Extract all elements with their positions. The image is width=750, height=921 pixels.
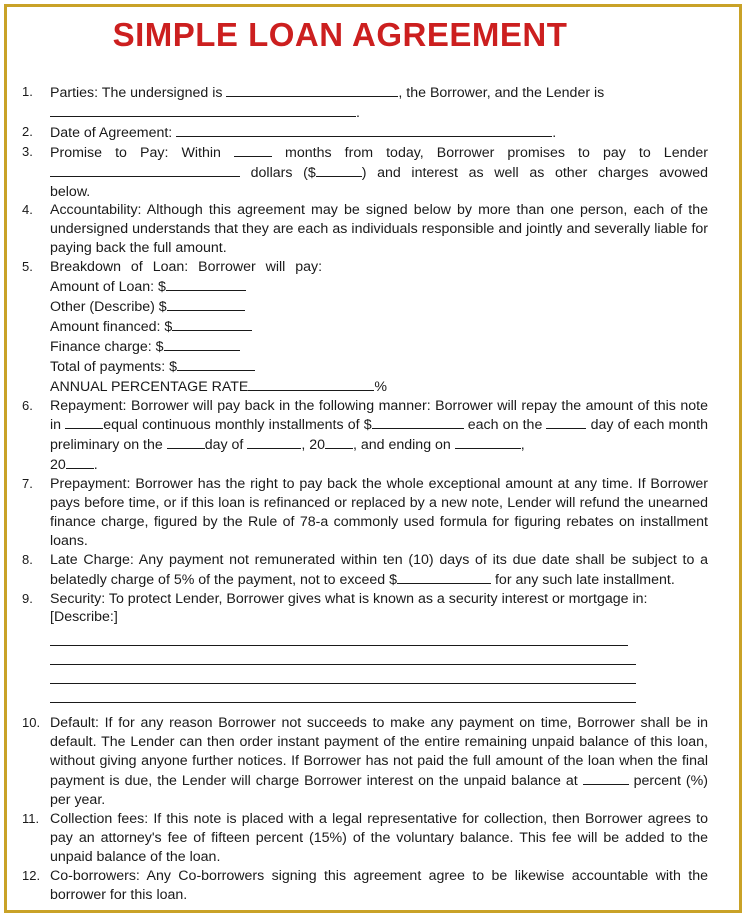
loan-amount-label: Amount of Loan: $ [50,279,166,296]
clause-number: 2. [22,123,33,139]
clause-text: , [520,437,525,454]
total-payments-blank[interactable] [177,357,255,371]
total-payments-label: Total of payments: $ [50,358,177,375]
security-description-line[interactable] [50,665,636,684]
clause-12 [22,867,708,905]
clause-text: , 20 [301,437,325,454]
clause-number: 10. [22,715,41,731]
borrower-name-blank[interactable] [226,83,398,97]
clause-text: Breakdown of Loan: Borrower will pay: [50,259,323,276]
security-description-line[interactable] [50,646,636,665]
clause-text: . [93,457,98,474]
clause-text: Accountability: Although this agreement may be signed below by more than one person, each of the undersigned understands that they are each as individuals responsible and jointly and severally liable for paying back the full amount. [50,202,708,257]
clause-text: Promise to Pay: Within [50,144,234,161]
apr-label: ANNUAL PERCENTAGE RATE [50,378,249,395]
clause-text: Security: To protect Lender, Borrower gives what is known as a security interest or mortgage in: [Describe:] [50,590,648,626]
clause-text: , the Borrower, and the Lender is [398,85,605,101]
start-year-blank[interactable] [325,435,353,449]
clause-number: 8. [22,551,33,567]
other-blank[interactable] [167,297,245,311]
clause-3 [22,143,708,202]
clause-number: 12. [22,867,41,883]
amount-figure-blank[interactable] [316,163,362,177]
loan-amount-blank[interactable] [166,277,246,291]
agreement-clauses [22,83,708,904]
months-blank[interactable] [234,143,272,157]
clause-text: months from today, Borrower promises to pay to Lender [271,144,708,161]
clause-7 [22,475,708,551]
end-year-blank[interactable] [66,455,94,469]
clause-text: Parties: The undersigned is [50,85,227,101]
document-title: SIMPLE LOAN AGREEMENT [112,16,568,53]
clause-text: for any such late installment. [491,571,675,588]
other-label: Other (Describe) $ [50,298,167,315]
clause-text: Repayment: Borrower will pay back in the following manner: Borrower will repay the amount of this note in [50,397,708,434]
clause-9 [22,590,708,704]
clause-text: Default: If for any reason Borrower not succeeds to make any payment on time, Borrower shall be in default. The Lender can then order instant payment of the entire remaining unpaid balance of this loan, without giving anyone further notices. If Borrower has not paid the full amount of the loan when the final payment is due, the Lender will charge Borrower interest on the unpaid balance at [50,715,708,790]
clause-text: dollars ($ [240,164,316,181]
apr-blank[interactable] [248,377,374,391]
clause-number: 5. [22,259,33,275]
clause-text: Collection fees: If this note is placed with a legal representative for collection, then Borrower agrees to pay an attorney's fee of fifteen percent (15%) of the voluntary balance. This fee will be added to the unpaid balance of the loan. [50,810,708,865]
clause-text: Co-borrowers: Any Co-borrowers signing this agreement agree to be likewise accountable with the borrower for this loan. [50,867,708,903]
clause-2 [22,123,708,143]
clause-text: percent (%) per year. [50,773,708,808]
clause-5 [22,258,708,396]
clause-text: 20 [50,457,66,474]
clause-text: . [552,124,557,141]
clause-number: 9. [22,590,33,606]
start-month-blank[interactable] [247,435,301,449]
amount-financed-label: Amount financed: $ [50,318,173,335]
clause-text: day of each month preliminary on the [50,417,708,454]
clause-text: each on the [463,417,547,434]
late-charge-cap-blank[interactable] [397,570,491,584]
percent-sign: % [374,378,388,395]
security-description-line[interactable] [50,684,636,703]
agreement-date-blank[interactable] [176,123,552,137]
interest-rate-blank[interactable] [583,771,629,785]
clause-1 [22,83,708,123]
clause-4 [22,201,708,258]
clause-number: 6. [22,397,33,413]
amount-words-blank[interactable] [50,163,240,177]
finance-charge-label: Finance charge: $ [50,338,164,355]
due-day-blank[interactable] [546,415,586,429]
clause-text: equal continuous monthly installments of $ [103,417,372,434]
clause-number: 1. [22,84,33,99]
amount-financed-blank[interactable] [172,317,252,331]
clause-number: 4. [22,202,33,218]
clause-text: ) and interest as well as other charges avowed below. [50,164,708,200]
clause-6 [22,397,708,476]
lender-name-blank[interactable] [50,103,356,117]
clause-text: Late Charge: Any payment not remunerated within ten (10) days of its due date shall be subject to a belatedly charge of 5% of the payment, not to exceed $ [50,551,708,588]
installments-count-blank[interactable] [65,415,103,429]
start-day-blank[interactable] [167,435,205,449]
clause-text: . [356,104,360,121]
clause-number: 3. [22,143,33,159]
clause-text: day of [204,437,248,454]
security-description-line[interactable] [50,627,628,646]
installment-amount-blank[interactable] [372,415,464,429]
clause-text: , and ending on [352,437,455,454]
clause-number: 7. [22,476,33,492]
clause-number: 11. [22,810,40,826]
clause-text: Prepayment: Borrower has the right to pay back the whole exceptional amount at any time. If Borrower pays before time, or if this loan is refinanced or replaced by a new note, Lender will refund the unearned finance charge, figured by the Rule of 78-a commonly used formula for figuring rebates on installment loans. [50,476,708,549]
clause-11 [22,810,708,867]
clause-8 [22,551,708,590]
finance-charge-blank[interactable] [164,337,240,351]
clause-10 [22,714,708,810]
end-date-blank[interactable] [455,435,521,449]
clause-text: Date of Agreement: [50,124,177,141]
